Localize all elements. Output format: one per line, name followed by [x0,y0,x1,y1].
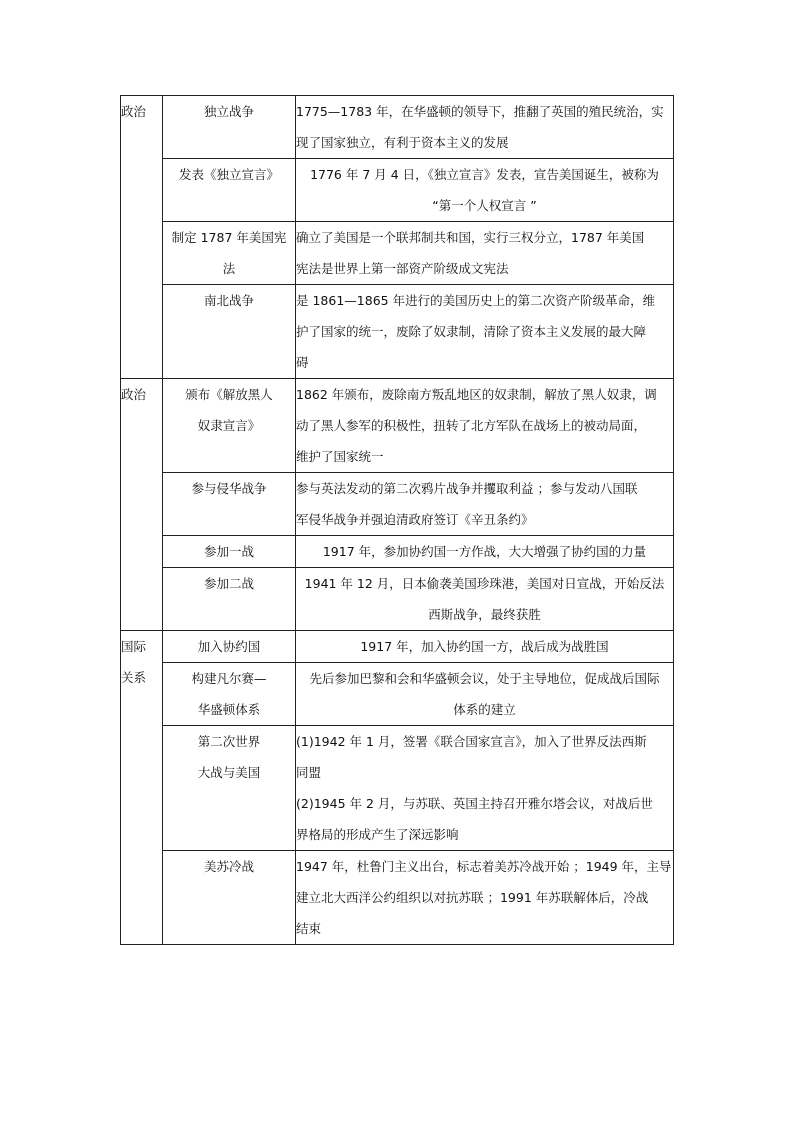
description-cell [296,473,674,536]
description-cell [296,568,674,631]
description-cell [296,379,674,473]
description-line: 动了黑人参军的积极性，扭转了北方军队在战场上的被动局面， [296,418,647,433]
description-cell [296,285,674,379]
category-cell [121,631,163,945]
table-row [121,726,674,851]
event-label: 华盛顿体系 [197,702,261,717]
description-line: 碍 [296,355,309,370]
event-cell [163,536,296,568]
description-line: 军侵华战争并强迫清政府签订《辛丑条约》 [296,512,534,527]
event-cell [163,663,296,726]
description-line: 建立北大西洋公约组织以对抗苏联 ；1991 年苏联解体后，冷战 [296,890,649,905]
description-line: 1776 年 7 月 4 日，《独立宣言》发表，宣告美国诞生，被称为 [310,167,659,182]
category-label: 关系 [121,670,147,685]
event-cell [163,568,296,631]
description-line: 现了国家独立，有利于资本主义的发展 [296,135,509,150]
description-cell [296,631,674,663]
event-label: 加入协约国 [197,639,261,654]
event-label: 奴隶宣言》 [197,418,261,433]
event-label: 参与侵华战争 [191,481,267,496]
table-row [121,222,674,285]
table-row [121,536,674,568]
event-cell [163,851,296,945]
description-line: (1)1942 年 1 月，签署《联合国家宣言》，加入了世界反法西斯 [296,734,647,749]
description-line: 1917 年，加入协约国一方，战后成为战胜国 [360,639,609,654]
event-cell [163,726,296,851]
category-label: 政治 [121,104,147,119]
event-label: 颁布《解放黑人 [185,387,273,402]
description-line: 维护了国家统一 [296,449,384,464]
description-line: 1917 年，参加协约国一方作战，大大增强了协约国的力量 [322,544,647,559]
description-line: “第一个人权宣言 ” [432,198,537,213]
event-label: 参加二战 [203,576,254,591]
description-line: 确立了美国是一个联邦制共和国，实行三权分立，1787 年美国 [296,230,645,245]
description-cell [296,96,674,159]
event-cell [163,631,296,663]
description-cell [296,851,674,945]
description-cell [296,536,674,568]
event-label: 法 [222,261,236,276]
description-line: 1862 年颁布，废除南方叛乱地区的奴隶制，解放了黑人奴隶，调 [296,387,657,402]
event-label: 构建凡尔赛— [191,671,267,686]
event-label: 发表《独立宣言》 [178,167,279,182]
event-cell [163,222,296,285]
event-cell [163,159,296,222]
category-label: 国际 [121,639,147,654]
event-cell [163,379,296,473]
description-line: 界格局的形成产生了深远影响 [296,827,459,842]
description-line: 是 1861—1865 年进行的美国历史上的第二次资产阶级革命，维 [296,293,656,308]
description-line: 1947 年，杜鲁门主义出台，标志着美苏冷战开始 ；1949 年，主导 [296,859,672,874]
table-row [121,568,674,631]
description-line: 体系的建立 [453,702,516,717]
description-line: (2)1945 年 2 月，与苏联、英国主持召开雅尔塔会议，对战后世 [296,796,653,811]
description-line: 宪法是世界上第一部资产阶级成文宪法 [296,261,509,276]
event-label: 美苏冷战 [203,859,254,874]
description-cell [296,726,674,851]
event-label: 制定 1787 年美国宪 [171,230,287,245]
description-line: 护了国家的统一，废除了奴隶制，清除了资本主义发展的最大障 [296,324,647,339]
event-label: 大战与美国 [197,765,261,780]
table-row [121,851,674,945]
table-row [121,631,674,663]
description-line: 同盟 [296,765,322,780]
description-cell [296,159,674,222]
description-line: 西斯战争，最终获胜 [428,607,541,622]
description-cell [296,222,674,285]
table-row [121,663,674,726]
event-label: 独立战争 [203,104,254,119]
event-label: 第二次世界 [197,734,261,749]
category-label: 政治 [121,387,147,402]
event-label: 参加一战 [203,544,254,559]
event-cell [163,96,296,159]
event-cell [163,473,296,536]
category-cell [121,96,163,379]
description-line: 1775—1783 年，在华盛顿的领导下，推翻了英国的殖民统治，实 [296,104,664,119]
description-line: 参与英法发动的第二次鸦片战争并攫取利益 ；参与发动八国联 [296,481,638,496]
description-line: 1941 年 12 月，日本偷袭美国珍珠港，美国对日宣战，开始反法 [304,576,665,591]
table-body [121,96,674,945]
us-history-table [120,95,674,945]
event-label: 南北战争 [203,293,254,308]
table-row [121,285,674,379]
category-cell [121,379,163,631]
table-row [121,473,674,536]
description-line: 先后参加巴黎和会和华盛顿会议，处于主导地位，促成战后国际 [309,671,660,686]
description-line: 结束 [296,921,322,936]
table-row [121,379,674,473]
event-cell [163,285,296,379]
table-row [121,96,674,159]
table-row [121,159,674,222]
description-cell [296,663,674,726]
